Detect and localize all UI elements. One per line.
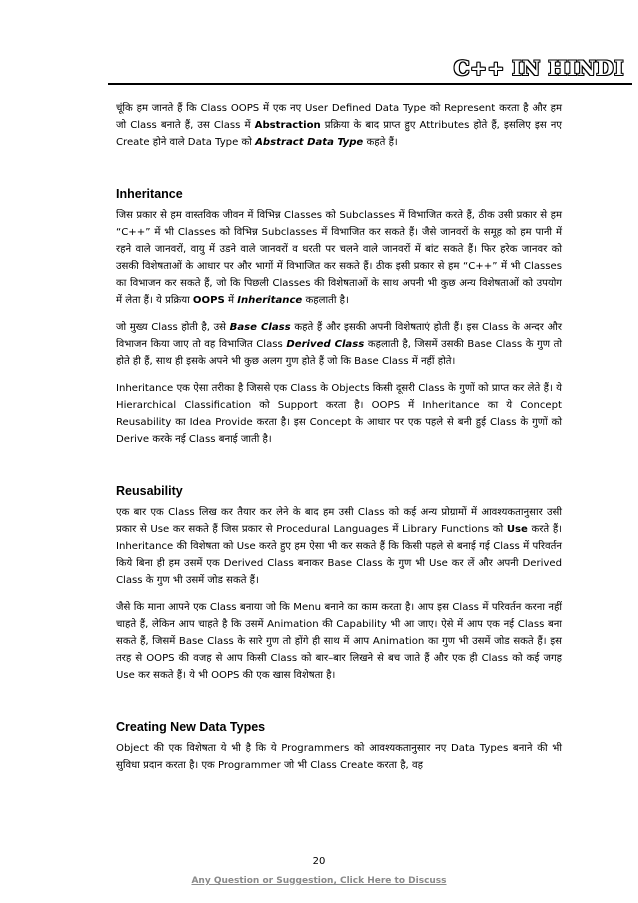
creating-data-types-paragraph: Object की एक विशेषता ये भी है कि ये Programmers को आवश्यकतानुसार नए Data Types बनाने की भी सुविधा प्रदान करता है। एक Programmer जो भी Class Create करता है, वह bbox=[116, 743, 562, 771]
inheritance-paragraph-3: Inheritance एक ऐसा तरीका है जिससे एक Class के Objects किसी दूसरी Class के गुणों को प्राप्त कर लेते हैं। ये Hierarchical Classification को Support करता है। OOPS में Inheritance का ये Concept Reusability का Idea Provide करता है। इस Concept के आधार पर एक पहले से बनी हुई Class के गुणों को Derive करके नई Class बनाई जाती है। bbox=[116, 383, 562, 445]
emphasis-run: Use bbox=[506, 524, 528, 535]
header-title: C++ IN HINDI bbox=[453, 56, 624, 80]
inheritance-heading: Inheritance bbox=[116, 187, 183, 201]
reusability-heading: Reusability bbox=[116, 484, 183, 498]
inheritance-paragraph-1: जिस प्रकार से हम वास्तविक जीवन में विभिन्न Classes को Subclasses में विभाजित करते हैं, ठीक उसी प्रकार से हम “C++” में भी Classes को विभिन्न Subclasses में विभाजित कर सकते हैं। जैसे जानवरों के समूह को हम पानी में रहने वाले जानवरों, वायु में उडने वाले जानवरों व धरती पर चलने वाले जानवरों में बांट सकते हैं। फिर हरेक जानवर को उसकी विशेषताओं के आधार पर और भागों में विभाजित कर सकते हैं। ठीक इसी प्रकार से हम “C++” में भी Classes का विभाजन कर सकते हैं, जो कि पिछली Classes की विशेषताओं के साथ अपनी भी कुछ अन्य विशेषताओं को उपयोग में लेता हैं। ये प्रक्रिया OOPS में Inheritance कहलाती है। bbox=[116, 210, 562, 306]
page-number: 20 bbox=[312, 856, 326, 867]
emphasis-run: Abstract Data Type bbox=[255, 137, 364, 148]
discuss-link[interactable]: Any Question or Suggestion, Click Here to Discuss bbox=[191, 876, 447, 886]
creating-data-types-heading: Creating New Data Types bbox=[116, 720, 266, 734]
intro-paragraph: चूंकि हम जानते हैं कि Class OOPS में एक नए User Defined Data Type को Represent करता है और हम जो Class बनाते हैं, उस Class में Abstraction प्रक्रिया के बाद प्राप्त हुए Attributes होते हैं, इसलिए इस नए Create होने वाले Data Type को Abstract Data Type कहते हैं। bbox=[116, 103, 562, 148]
reusability-paragraph-2: जैसे कि माना आपने एक Class बनाया जो कि Menu बनाने का काम करता है। आप इस Class में परिवर्तन करना नहीं चाहते हैं, लेकिन आप चाहते है कि उसमें Animation की Capability भी आ जाए। ऐसे में आप एक नई Class बना सकते हैं, जिसमें Base Class के सारे गुण तो होंगे ही साथ में आप Animation का गुण भी उसमें जोड सकते हैं। इस तरह से OOPS की वजह से आप किसी Class को बार–बार लिखने से बच जाते हैं और एक ही Class को कई जगह Use कर सकते हैं। ये भी OOPS की एक खास विशेषता है। bbox=[116, 602, 562, 681]
emphasis-run: Inheritance bbox=[237, 295, 303, 306]
header-rule bbox=[108, 83, 632, 85]
emphasis-run: Abstraction bbox=[254, 120, 321, 131]
emphasis-run: Base Class bbox=[229, 322, 291, 333]
emphasis-run: OOPS bbox=[192, 295, 225, 306]
inheritance-paragraph-2: जो मुख्य Class होती है, उसे Base Class कहते हैं और इसकी अपनी विशेषताएं होती हैं। इस Class के अन्दर और विभाजन किया जाए तो वह विभाजित Class Derived Class कहलाती है, जिसमें उसकी Base Class के गुण तो होते ही हैं, साथ ही इसके अपने भी कुछ अलग गुण होते हैं जो कि Base Class में नहीं होते। bbox=[116, 322, 562, 367]
page-content bbox=[116, 100, 562, 774]
emphasis-run: Derived Class bbox=[286, 339, 365, 350]
reusability-paragraph-1: एक बार एक Class लिख कर तैयार कर लेने के बाद हम उसी Class को कई अन्य प्रोग्रामों में आवश्यकतानुसार उसी प्रकार से Use कर सकते हैं जिस प्रकार से Procedural Languages में Library Functions को Use करते हैं। Inheritance की विशेषता को Use करते हुए हम ऐसा भी कर सकते हैं कि किसी पहले से बनाई गई Class में परिवर्तन किये बिना ही हम उसमें एक Derived Class बनाकर Base Class के गुण भी Use कर लें और अपनी Derived Class के गुण भी उसमें जोड सकते हैं। bbox=[116, 507, 562, 586]
